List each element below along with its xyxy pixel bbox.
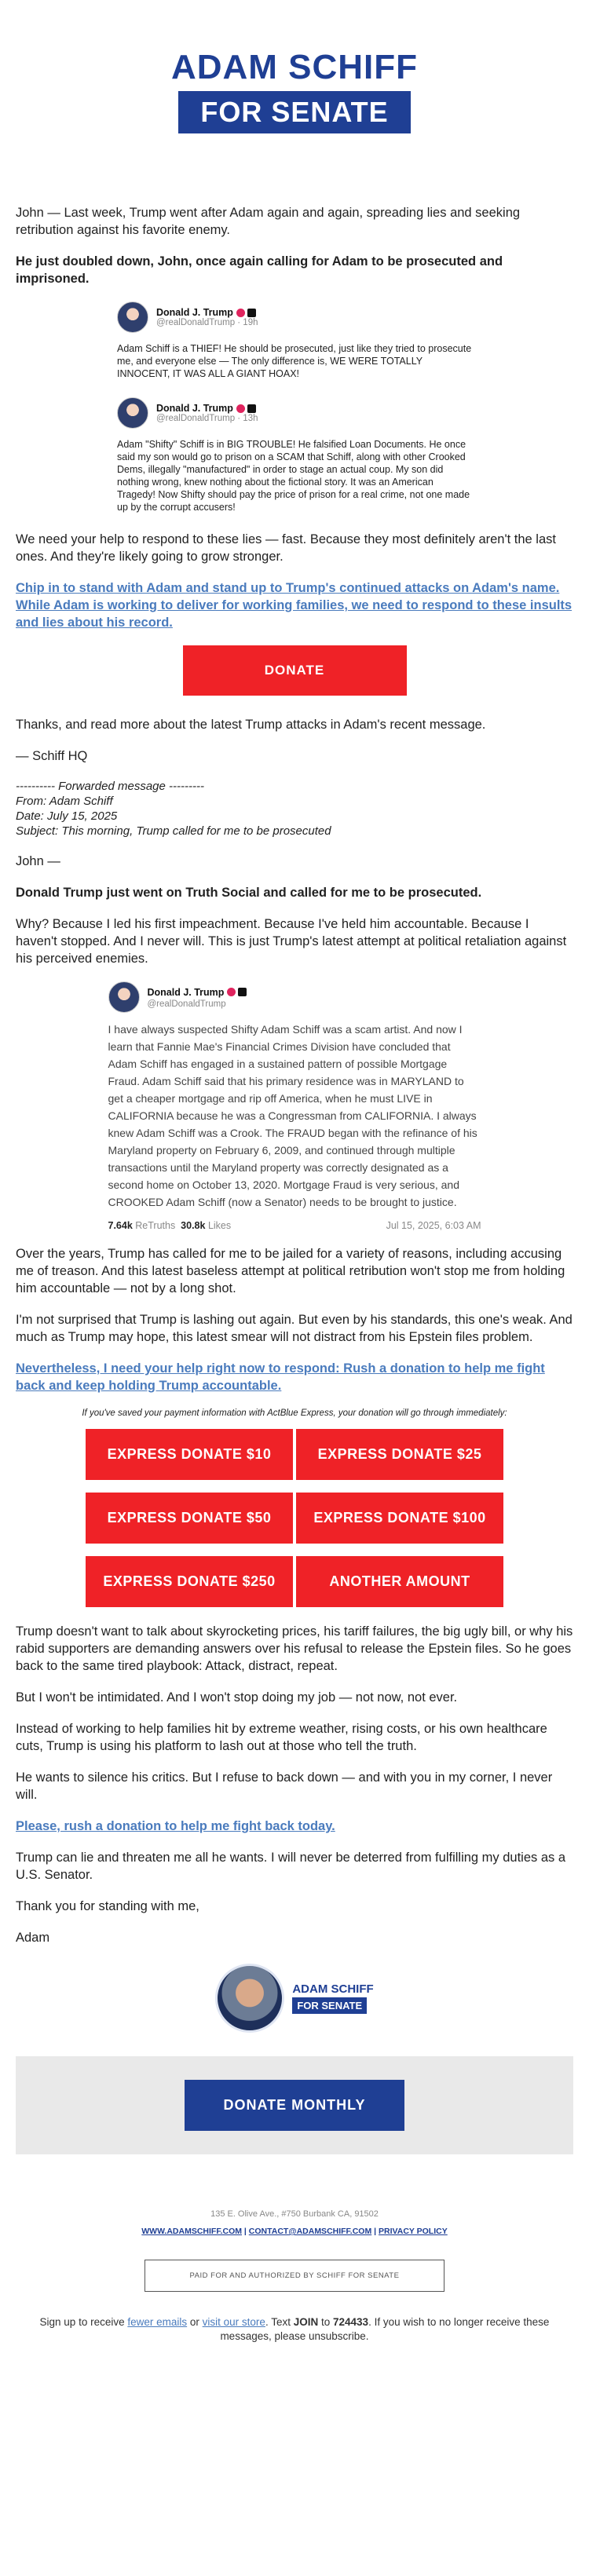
- paragraph-thankyou: Thank you for standing with me,: [16, 1899, 199, 1913]
- express-donate-100-button[interactable]: EXPRESS DONATE $100: [296, 1493, 503, 1544]
- candidate-photo: [215, 1964, 284, 2033]
- fewer-emails-link[interactable]: fewer emails: [127, 2316, 188, 2328]
- tweet-author: Donald J. Trump: [156, 403, 233, 414]
- paragraph-years: Over the years, Trump has called for me to be jailed for a variety of reasons, including accusing me of treason. And this latest baseless attempt at political retribution won't stop me from holding him accountable — not by a long shot.: [16, 1247, 565, 1295]
- another-amount-button[interactable]: ANOTHER AMOUNT: [296, 1556, 503, 1607]
- likes-label: Likes: [207, 1220, 232, 1231]
- post-author: Donald J. Trump: [147, 987, 225, 998]
- forward-subject: Subject: This morning, Trump called for me to be prosecuted: [16, 824, 331, 838]
- express-donate-250-button[interactable]: EXPRESS DONATE $250: [86, 1556, 293, 1607]
- separator: |: [371, 2227, 379, 2236]
- signup-text-3: . Text: [265, 2316, 294, 2328]
- tweet-card: [117, 301, 472, 380]
- greeting: John —: [16, 854, 60, 868]
- paragraph-need-help: We need your help to respond to these lies — fast. Because they most definitely aren't the last ones. And they're likely going to grow stronger.: [16, 532, 556, 564]
- paragraph-instead: Instead of working to help families hit by extreme weather, rising costs, or his own healthcare cuts, Trump is using his platform to lash out at those who tell the truth.: [16, 1722, 547, 1753]
- post-handle: @realDonaldTrump: [147, 999, 226, 1009]
- intro-bold: He just doubled down, John, once again calling for Adam to be prosecuted and imprisoned.: [16, 254, 503, 286]
- forward-date: Date: July 15, 2025: [16, 809, 118, 823]
- sig-logo-box: FOR SENATE: [292, 1997, 367, 2014]
- donate-button[interactable]: DONATE: [183, 645, 407, 696]
- post-meta: [108, 1220, 481, 1231]
- donate-link[interactable]: Please, rush a donation to help me fight back today.: [16, 1819, 335, 1833]
- header: [0, 0, 589, 133]
- tweet-card: [117, 397, 472, 513]
- retruths-count: 7.64k: [108, 1220, 133, 1231]
- paragraph-intimidated: But I won't be intimidated. And I won't stop doing my job — not now, not ever.: [16, 1690, 458, 1705]
- tweet-handle: @realDonaldTrump · 13h: [156, 414, 258, 423]
- post-time: Jul 15, 2025, 6:03 AM: [386, 1220, 481, 1231]
- sig-logo-name: ADAM SCHIFF: [292, 1982, 374, 1996]
- signup-text-2: or: [187, 2316, 203, 2328]
- follow-icon: [247, 404, 256, 413]
- express-donate-10-button[interactable]: EXPRESS DONATE $10: [86, 1429, 293, 1480]
- email-body: [16, 204, 573, 2367]
- join-keyword: JOIN: [293, 2316, 319, 2328]
- avatar: [117, 301, 148, 333]
- paragraph-why: Why? Because I led his first impeachment. Because I've held him accountable. Because I haven't stopped. And I never will. This is just Trump's latest attempt at political retaliation against his perceived enemies.: [16, 917, 567, 966]
- store-link[interactable]: visit our store: [202, 2316, 265, 2328]
- actblue-notice: If you've saved your payment information with ActBlue Express, your donation will go through immediately:: [82, 1409, 507, 1418]
- signature-adam: Adam: [16, 1931, 50, 1945]
- tweet-handle: @realDonaldTrump · 19h: [156, 318, 258, 327]
- logo-name: ADAM SCHIFF: [170, 48, 419, 86]
- donate-link[interactable]: Chip in to stand with Adam and stand up to Trump's continued attacks on Adam's name. While Adam is working to deliver for working families, we need to respond to these insults and lies about his record.: [16, 581, 573, 630]
- forward-from: From: Adam Schiff: [16, 795, 113, 808]
- paragraph-surprised: I'm not surprised that Trump is lashing out again. But even by his standards, this one's weak. And much as Trump may hope, this latest smear will not distract from his Epstein files problem.: [16, 1313, 573, 1344]
- avatar: [108, 981, 140, 1013]
- tweet-body: Adam "Shifty" Schiff is in BIG TROUBLE! He falsified Loan Documents. He once said my son would go to prison on a SCAM that Schiff, along with other Crooked Dems, illegally "manufactured" in order to stage an actual coup. My son did nothing wrong, knew nothing about the fictional story. It was an American Tragedy! Now Shifty should pay the price of prison for a real crime, not one made up by the corrupt accusers!: [117, 439, 470, 513]
- signup-text-5: . If you wish to no longer receive these messages, please unsubscribe.: [220, 2316, 550, 2342]
- footer-address: 135 E. Olive Ave., #750 Burbank CA, 91502: [210, 2209, 379, 2219]
- donate-monthly-button[interactable]: DONATE MONTHLY: [185, 2080, 404, 2131]
- retruths-label: ReTruths: [135, 1220, 176, 1231]
- signup-text-4: to: [318, 2316, 333, 2328]
- express-donate-25-button[interactable]: EXPRESS DONATE $25: [296, 1429, 503, 1480]
- separator: |: [242, 2227, 249, 2236]
- follow-icon: [238, 988, 247, 996]
- footer: [16, 2209, 573, 2367]
- tweet-body: Adam Schiff is a THIEF! He should be prosecuted, just like they tried to prosecute me, and everyone else — The only difference is, WE WERE TOTALLY INNOCENT, IT WAS ALL A GIANT HOAX!: [117, 343, 472, 379]
- paragraph-truth-social: Donald Trump just went on Truth Social and called for me to be prosecuted.: [16, 886, 482, 900]
- paid-for-disclaimer: PAID FOR AND AUTHORIZED BY SCHIFF FOR SENATE: [145, 2260, 444, 2292]
- donate-link[interactable]: Nevertheless, I need your help right now to respond: Rush a donation to help me fight back and keep holding Trump accountable.: [16, 1361, 545, 1393]
- signup-text: [16, 2315, 573, 2367]
- website-link[interactable]: WWW.ADAMSCHIFF.COM: [141, 2227, 242, 2236]
- paragraph-skyrocket: Trump doesn't want to talk about skyrocketing prices, his tariff failures, the big ugly bill, or why his rabid supporters are demanding answers over his refusal to release the Epstein files. So he goes back to the same tired playbook: Attack, distract, repeat.: [16, 1624, 573, 1673]
- signature-hq: — Schiff HQ: [16, 749, 88, 763]
- paragraph-lie: Trump can lie and threaten me all he wants. I will never be deterred from fulfilling my duties as a U.S. Senator.: [16, 1851, 566, 1882]
- signup-text-1: Sign up to receive: [39, 2316, 128, 2328]
- follow-icon: [247, 309, 256, 317]
- tweet-author: Donald J. Trump: [156, 307, 233, 318]
- avatar: [117, 397, 148, 429]
- forwarded-header: [16, 779, 573, 839]
- express-donate-50-button[interactable]: EXPRESS DONATE $50: [86, 1493, 293, 1544]
- contact-link[interactable]: CONTACT@ADAMSCHIFF.COM: [248, 2227, 372, 2236]
- likes-count: 30.8k: [181, 1220, 206, 1231]
- express-donate-grid: [86, 1429, 503, 1607]
- post-body: I have always suspected Shifty Adam Schiff was a scam artist. And now I learn that Fannie Mae's Financial Crimes Division have concluded that Adam Schiff has engaged in a sustained pattern of possible Mortgage Fraud. Adam Schiff said that his primary residence was in MARYLAND to get a cheaper mortgage and rip off America, when he must LIVE in CALIFORNIA because he was a Congressman from CALIFORNIA. I always knew Adam Schiff was a Crook. The FRAUD began with the refinance of his Maryland property on February 6, 2009, and continued through multiple transactions until the Maryland property was correctly designated as a second home on October 13, 2020. Mortgage Fraud is very serious, and CROOKED Adam Schiff (now a Senator) needs to be brought to justice.: [108, 1023, 477, 1208]
- intro-paragraph: John — Last week, Trump went after Adam again and again, spreading lies and seeking retribution against his favorite enemy.: [16, 206, 521, 237]
- paragraph-thanks: Thanks, and read more about the latest Trump attacks in Adam's recent message.: [16, 718, 486, 732]
- privacy-link[interactable]: PRIVACY POLICY: [379, 2227, 448, 2236]
- logo-box: FOR SENATE: [178, 91, 410, 133]
- sms-code: 724433: [333, 2316, 369, 2328]
- monthly-section: [16, 2056, 573, 2154]
- verified-icon: [236, 309, 245, 317]
- forward-line: ---------- Forwarded message ---------: [16, 780, 204, 793]
- paragraph-silence: He wants to silence his critics. But I refuse to back down — and with you in my corner, I never will.: [16, 1770, 553, 1802]
- verified-icon: [236, 404, 245, 413]
- verified-icon: [227, 988, 236, 996]
- truth-social-post: [108, 981, 481, 1231]
- footer-links: [16, 2227, 573, 2236]
- signature-logo: [16, 1964, 573, 2033]
